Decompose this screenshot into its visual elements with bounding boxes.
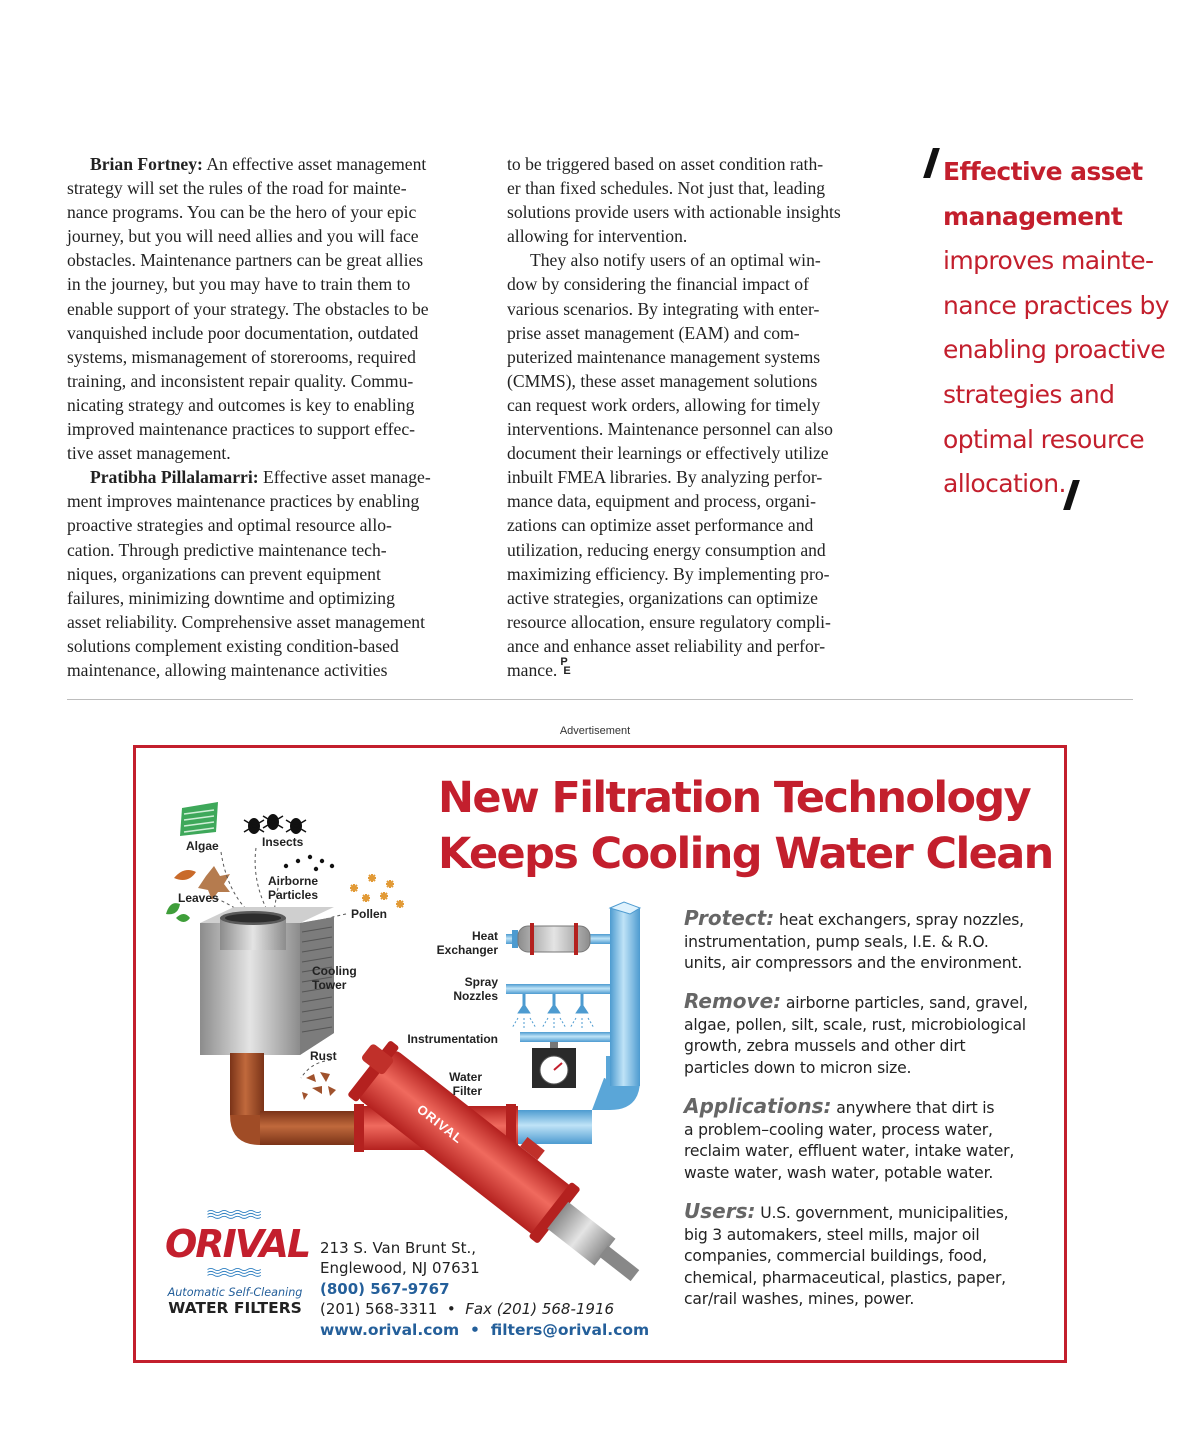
pull-quote-line: allocation. bbox=[943, 469, 1066, 499]
bullet-separator: • bbox=[446, 1300, 456, 1319]
pollen-icon bbox=[350, 874, 404, 908]
text-line: journey, but you will need allies and you will face bbox=[67, 226, 419, 247]
text-line: active strategies, organizations can optimize bbox=[507, 587, 818, 608]
text-line: obstacles. Maintenance partners can be great allies bbox=[67, 250, 424, 271]
filter-brand-text: ORIVAL bbox=[414, 1101, 467, 1147]
speaker-name: Pratibha Pillalamarri: bbox=[90, 467, 259, 488]
end-of-article-mark: P E bbox=[560, 655, 571, 677]
text-line: cation. Through predictive maintenance tech- bbox=[67, 539, 387, 560]
text-line: training, and inconsistent repair quality. Commu- bbox=[67, 370, 414, 391]
waves-top-icon bbox=[165, 1209, 305, 1219]
text-line: They also notify users of an optimal win- bbox=[530, 250, 821, 271]
label-insects: Insects bbox=[262, 835, 304, 849]
text-line: in the journey, but you may have to train them to bbox=[67, 274, 411, 295]
label-rust: Rust bbox=[310, 1049, 337, 1063]
text-line: various scenarios. By integrating with enter- bbox=[507, 298, 820, 319]
text-line: niques, organizations can prevent equipment bbox=[67, 563, 381, 584]
section-divider bbox=[67, 699, 1133, 700]
text-line: er than fixed schedules. Not just that, leading bbox=[507, 178, 826, 199]
tollfree-phone[interactable]: (800) 567-9767 bbox=[320, 1279, 450, 1298]
pull-quote-line: enabling proactive bbox=[943, 335, 1166, 365]
orival-logo[interactable] bbox=[165, 1206, 310, 1317]
text-line: vanquished include poor documentation, outdated bbox=[67, 322, 419, 343]
pull-quote-line: nance practices by bbox=[943, 290, 1170, 320]
text-line: proactive strategies and optimal resource allo- bbox=[67, 515, 392, 536]
text-line: mance data, equipment and process, organi- bbox=[507, 491, 816, 512]
bullet-separator: • bbox=[470, 1320, 480, 1339]
label-water-filter: Water Filter bbox=[449, 1070, 482, 1098]
ad-headline bbox=[438, 770, 1058, 882]
label-cooling-tower: Cooling Tower bbox=[312, 964, 357, 992]
text-line: strategy will set the rules of the road for mainte- bbox=[67, 178, 407, 199]
label-pollen: Pollen bbox=[351, 907, 388, 921]
text-line: ment improves maintenance practices by enabling bbox=[67, 491, 420, 512]
website-link[interactable]: www.orival.com bbox=[320, 1320, 460, 1339]
text-line-last: mance. P E bbox=[507, 655, 571, 680]
label-spray-nozzles: Spray Nozzles bbox=[453, 975, 498, 1003]
pull-quote-line: management bbox=[943, 201, 1123, 231]
fax-number: Fax (201) 568-1916 bbox=[465, 1300, 615, 1319]
text-line: prise asset management (EAM) and com- bbox=[507, 322, 800, 343]
pull-quote-line: optimal resource bbox=[943, 424, 1145, 454]
text-line: asset reliability. Comprehensive asset management bbox=[67, 611, 425, 632]
text-line: ance and enhance asset reliability and perfor- bbox=[507, 635, 826, 656]
feature-keyword: Protect: bbox=[684, 906, 775, 930]
text-line: improved maintenance practices to support effec- bbox=[67, 419, 415, 440]
text-line: allowing for intervention. bbox=[507, 226, 688, 247]
rust-icon bbox=[302, 1072, 336, 1100]
logo-subtitle: WATER FILTERS bbox=[168, 1299, 302, 1317]
label-heat-exchanger: Heat Exchanger bbox=[436, 929, 498, 957]
waves-bottom-icon bbox=[165, 1267, 305, 1277]
text-line: nicating strategy and outcomes is key to enabling bbox=[67, 394, 415, 415]
insects-icon bbox=[244, 814, 306, 834]
label-airborne: Airborne Particles bbox=[268, 874, 319, 902]
heat-exchanger-icon bbox=[518, 923, 590, 955]
feature-keyword: Users: bbox=[684, 1199, 756, 1223]
text-line: to be triggered based on asset condition rath- bbox=[507, 154, 824, 174]
street-address: 213 S. Van Brunt St., bbox=[320, 1239, 477, 1257]
label-leaves: Leaves bbox=[178, 891, 219, 905]
label-algae: Algae bbox=[186, 839, 219, 853]
logo-wordmark: ORIVAL bbox=[165, 1222, 310, 1266]
text-line: systems, mismanagement of storerooms, required bbox=[67, 346, 416, 367]
return-pipe-icon bbox=[230, 1053, 360, 1145]
feature-remove: Remove: airborne particles, sand, gravel, algae, pollen, silt, scale, rust, microbiological growth, zebra mussels and other dirt particles down to micron size. bbox=[684, 989, 1028, 1077]
text-line: solutions provide users with actionable insights bbox=[507, 202, 841, 223]
feature-users: Users: U.S. government, municipalities, big 3 automakers, steel mills, major oil companies, commercial buildings, food, chemical, pharmaceutical, plastics, paper, car/rail washes, mines, power. bbox=[684, 1199, 1009, 1309]
text-line: document their learnings or effectively utilize bbox=[507, 443, 829, 464]
article-column-2 bbox=[507, 152, 897, 682]
open-quote-mark bbox=[923, 148, 940, 178]
text-line: maximizing efficiency. By implementing pro- bbox=[507, 563, 830, 584]
spray-nozzles-icon bbox=[512, 994, 594, 1030]
city-address: Englewood, NJ 07631 bbox=[320, 1259, 480, 1278]
text-line: puterized maintenance management systems bbox=[507, 346, 821, 367]
article-column-1 bbox=[67, 152, 477, 682]
text-line: maintenance, allowing maintenance activities bbox=[67, 659, 388, 680]
pull-quote-line: Effective asset bbox=[943, 157, 1143, 186]
pull-quote-line: strategies and bbox=[943, 379, 1115, 409]
text-line: inbuilt FMEA libraries. By analyzing perfor- bbox=[507, 467, 823, 488]
airborne-particles-icon bbox=[284, 855, 334, 871]
email-link[interactable]: filters@orival.com bbox=[490, 1320, 650, 1339]
feature-keyword: Applications: bbox=[684, 1094, 832, 1118]
text-line: zations can optimize asset performance and bbox=[507, 515, 814, 536]
logo-tagline: Automatic Self-Cleaning bbox=[167, 1286, 303, 1299]
text-line: nance programs. You can be the hero of your epic bbox=[67, 202, 417, 223]
text-line: can request work orders, allowing for timely bbox=[507, 394, 821, 415]
headline-line: New Filtration Technology bbox=[438, 773, 1031, 823]
paragraph-fortney-first-line: Brian Fortney: An effective asset management bbox=[90, 154, 427, 174]
text-line: tive asset management. bbox=[67, 443, 231, 464]
text-line: solutions complement existing condition-based bbox=[67, 635, 399, 656]
algae-icon bbox=[180, 802, 218, 836]
text-line: enable support of your strategy. The obstacles to be bbox=[67, 298, 429, 319]
text-line: failures, minimizing downtime and optimizing bbox=[67, 587, 395, 608]
feature-protect: Protect: heat exchangers, spray nozzles, instrumentation, pump seals, I.E. & R.O. units, air compressors and the environment. bbox=[684, 906, 1024, 973]
text-line: interventions. Maintenance personnel can also bbox=[507, 419, 833, 440]
contact-info bbox=[320, 1238, 649, 1340]
paragraph-pillalamarri-first-line: Pratibha Pillalamarri: Effective asset manage- bbox=[90, 467, 431, 488]
pull-quote-line: improves mainte- bbox=[943, 246, 1154, 276]
speaker-name: Brian Fortney: bbox=[90, 154, 203, 174]
label-instrumentation: Instrumentation bbox=[407, 1032, 498, 1046]
text-line: dow by considering the financial impact of bbox=[507, 274, 809, 295]
headline-line: Keeps Cooling Water Clean bbox=[438, 829, 1053, 879]
text-line: utilization, reducing energy consumption and bbox=[507, 539, 826, 560]
text-line: (CMMS), these asset management solutions bbox=[507, 370, 818, 391]
orival-advertisement[interactable] bbox=[133, 745, 1067, 1363]
feature-applications: Applications: anywhere that dirt is a problem–cooling water, process water, reclaim water, effluent water, intake water, waste water, wash water, potable water. bbox=[684, 1094, 1015, 1182]
pull-quote bbox=[943, 150, 1183, 507]
text-line: resource allocation, ensure regulatory compli- bbox=[507, 611, 831, 632]
pressure-gauge-icon bbox=[532, 1042, 576, 1088]
phone-number[interactable]: (201) 568-3311 bbox=[320, 1300, 438, 1319]
feature-keyword: Remove: bbox=[684, 989, 782, 1013]
advertisement-label: Advertisement bbox=[559, 725, 631, 737]
